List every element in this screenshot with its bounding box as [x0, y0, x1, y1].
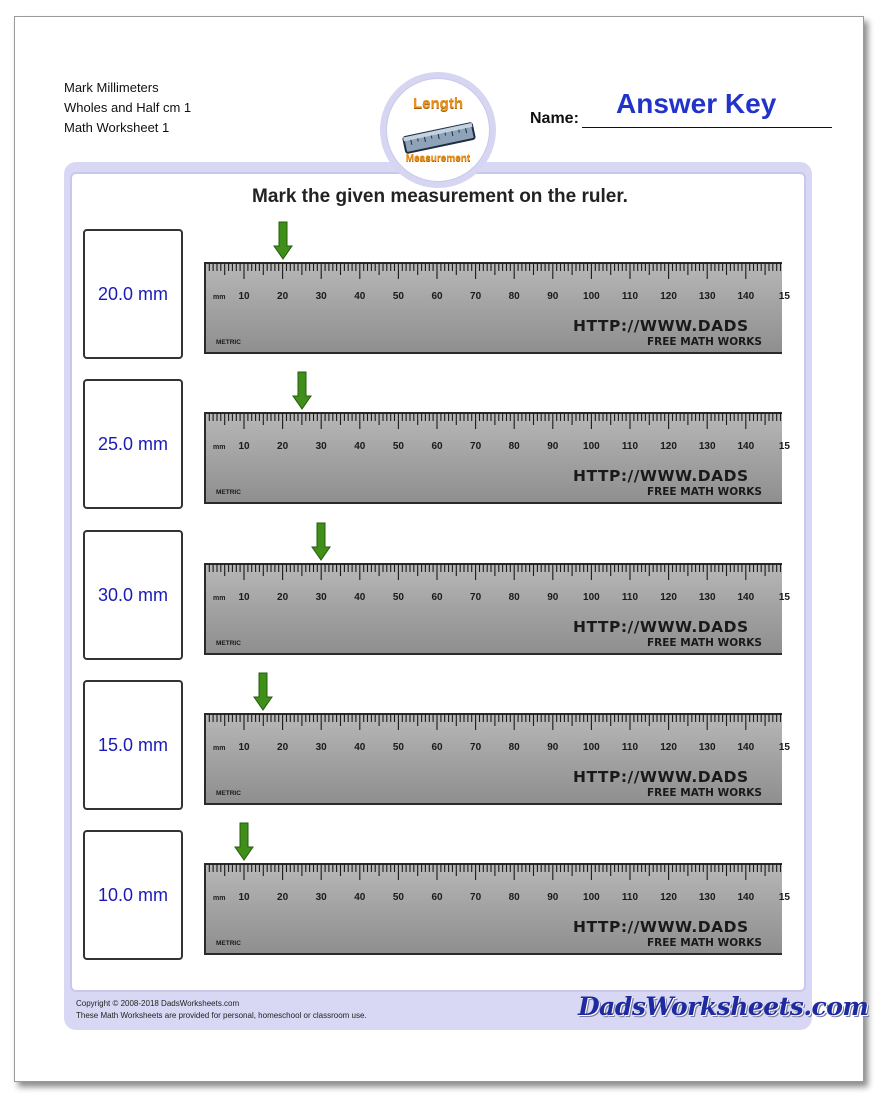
tick-label: 110 — [621, 291, 639, 302]
tick-label: 60 — [431, 441, 443, 452]
tick-label: 80 — [508, 892, 520, 903]
tick-label: 60 — [431, 291, 443, 302]
metric-ruler[interactable] — [204, 863, 790, 955]
tick-label: 90 — [547, 592, 559, 603]
tick-label: 70 — [470, 291, 482, 302]
unit-label: mm — [213, 444, 226, 451]
tick-label: 110 — [621, 441, 639, 452]
tick-label: 30 — [315, 592, 327, 603]
tick-label: 80 — [508, 742, 520, 753]
tick-label: 15 — [778, 592, 790, 603]
title-line-2: Wholes and Half cm 1 — [64, 100, 192, 115]
tick-label: 110 — [621, 592, 639, 603]
unit-label: mm — [213, 595, 226, 602]
tick-label: 30 — [315, 892, 327, 903]
tick-label: 10 — [238, 742, 250, 753]
tick-label: 140 — [737, 592, 755, 603]
metric-ruler[interactable] — [204, 412, 790, 504]
answer-arrow-icon — [253, 673, 273, 711]
tick-label: 110 — [621, 742, 639, 753]
measurement-label: 15.0 mm — [97, 734, 169, 755]
tick-label: 30 — [315, 441, 327, 452]
tick-label: 10 — [238, 441, 250, 452]
answer-arrow-icon — [292, 372, 312, 410]
tick-label: 100 — [583, 592, 600, 603]
ruler-url-text: HTTP://WWW.DADS — [573, 918, 749, 936]
tick-label: 20 — [277, 592, 289, 603]
worksheet-title-block — [64, 78, 191, 138]
tick-label: 30 — [315, 291, 327, 302]
tick-label: 90 — [547, 742, 559, 753]
tick-label: 10 — [238, 892, 250, 903]
unit-label: mm — [213, 895, 226, 902]
tick-label: 20 — [277, 441, 289, 452]
tick-label: 20 — [277, 742, 289, 753]
tick-label: 120 — [660, 441, 677, 452]
tick-label: 70 — [470, 441, 482, 452]
system-label: METRIC — [216, 339, 241, 346]
ruler-url-text: HTTP://WWW.DADS — [573, 618, 749, 636]
ruler-tagline: FREE MATH WORKS — [647, 486, 762, 498]
ruler-url-text: HTTP://WWW.DADS — [573, 317, 749, 335]
measurement-box — [83, 830, 183, 960]
tick-label: 110 — [621, 892, 639, 903]
tick-label: 10 — [238, 291, 250, 302]
answer-arrow-icon — [234, 823, 254, 861]
tick-label: 15 — [778, 892, 790, 903]
tick-label: 80 — [508, 592, 520, 603]
title-line-3: Math Worksheet 1 — [64, 120, 170, 135]
logo-title: Length — [413, 95, 463, 112]
name-field — [530, 88, 832, 128]
tick-label: 50 — [392, 742, 404, 753]
unit-label: mm — [213, 745, 226, 752]
ruler-url-text: HTTP://WWW.DADS — [573, 467, 749, 485]
system-label: METRIC — [216, 640, 241, 647]
tick-label: 70 — [470, 742, 482, 753]
tick-label: 100 — [583, 291, 600, 302]
usage-notice: These Math Worksheets are provided for personal, homeschool or classroom use. — [76, 1011, 367, 1020]
copyright-text: Copyright © 2008-2018 DadsWorksheets.com — [76, 999, 240, 1008]
measurement-box — [83, 530, 183, 660]
tick-label: 140 — [737, 742, 755, 753]
tick-label: 10 — [238, 592, 250, 603]
tick-label: 50 — [392, 892, 404, 903]
tick-label: 20 — [277, 892, 289, 903]
tick-label: 70 — [470, 592, 482, 603]
metric-ruler[interactable] — [204, 713, 790, 805]
instructions: Mark the given measurement on the ruler. — [252, 186, 628, 207]
tick-label: 40 — [354, 291, 366, 302]
ruler-tagline: FREE MATH WORKS — [647, 937, 762, 949]
metric-ruler[interactable] — [204, 262, 790, 354]
answer-arrow-icon — [311, 523, 331, 561]
tick-label: 80 — [508, 291, 520, 302]
measurement-label: 30.0 mm — [97, 584, 169, 605]
tick-label: 40 — [354, 742, 366, 753]
tick-label: 15 — [778, 441, 790, 452]
tick-label: 100 — [583, 892, 600, 903]
tick-label: 60 — [431, 592, 443, 603]
tick-label: 50 — [392, 592, 404, 603]
tick-label: 130 — [698, 592, 716, 603]
tick-label: 15 — [778, 291, 790, 302]
tick-label: 50 — [392, 441, 404, 452]
tick-label: 100 — [583, 441, 600, 452]
measurement-label: 20.0 mm — [97, 283, 169, 304]
tick-label: 60 — [431, 892, 443, 903]
tick-label: 20 — [277, 291, 289, 302]
ruler-icon — [401, 125, 477, 151]
tick-label: 140 — [737, 291, 755, 302]
system-label: METRIC — [216, 940, 241, 947]
tick-label: 90 — [547, 892, 559, 903]
tick-label: 90 — [547, 291, 559, 302]
answer-arrow-icon — [273, 222, 293, 260]
tick-label: 90 — [547, 441, 559, 452]
ruler-tagline: FREE MATH WORKS — [647, 787, 762, 799]
tick-label: 130 — [698, 291, 716, 302]
system-label: METRIC — [216, 489, 241, 496]
footer — [76, 998, 367, 1022]
metric-ruler[interactable] — [204, 563, 790, 655]
tick-label: 140 — [737, 441, 755, 452]
tick-label: 140 — [737, 892, 755, 903]
tick-label: 100 — [583, 742, 600, 753]
title-line-1: Mark Millimeters — [64, 80, 159, 95]
name-underline — [582, 127, 832, 128]
tick-label: 40 — [354, 441, 366, 452]
tick-label: 60 — [431, 742, 443, 753]
tick-label: 50 — [392, 291, 404, 302]
tick-label: 40 — [354, 592, 366, 603]
tick-label: 130 — [698, 742, 716, 753]
measurement-box — [83, 379, 183, 509]
tick-label: 120 — [660, 291, 677, 302]
tick-label: 120 — [660, 592, 677, 603]
tick-label: 120 — [660, 892, 677, 903]
measurement-label: 10.0 mm — [97, 884, 169, 905]
ruler-tagline: FREE MATH WORKS — [647, 637, 762, 649]
tick-label: 70 — [470, 892, 482, 903]
ruler-tagline: FREE MATH WORKS — [647, 336, 762, 348]
tick-label: 130 — [698, 441, 716, 452]
unit-label: mm — [213, 294, 226, 301]
logo-subtitle: Measurement — [405, 153, 471, 164]
tick-label: 30 — [315, 742, 327, 753]
measurement-label: 25.0 mm — [97, 433, 169, 454]
measurement-box — [83, 680, 183, 810]
system-label: METRIC — [216, 790, 241, 797]
tick-label: 120 — [660, 742, 677, 753]
tick-label: 130 — [698, 892, 716, 903]
length-measurement-logo — [380, 72, 496, 188]
brand-logo: DadsWorksheets.com — [578, 992, 869, 1021]
answer-key-text: Answer Key — [616, 88, 777, 119]
tick-label: 15 — [778, 742, 790, 753]
name-label: Name: — [530, 110, 579, 127]
tick-label: 40 — [354, 892, 366, 903]
measurement-box — [83, 229, 183, 359]
tick-label: 80 — [508, 441, 520, 452]
ruler-url-text: HTTP://WWW.DADS — [573, 768, 749, 786]
